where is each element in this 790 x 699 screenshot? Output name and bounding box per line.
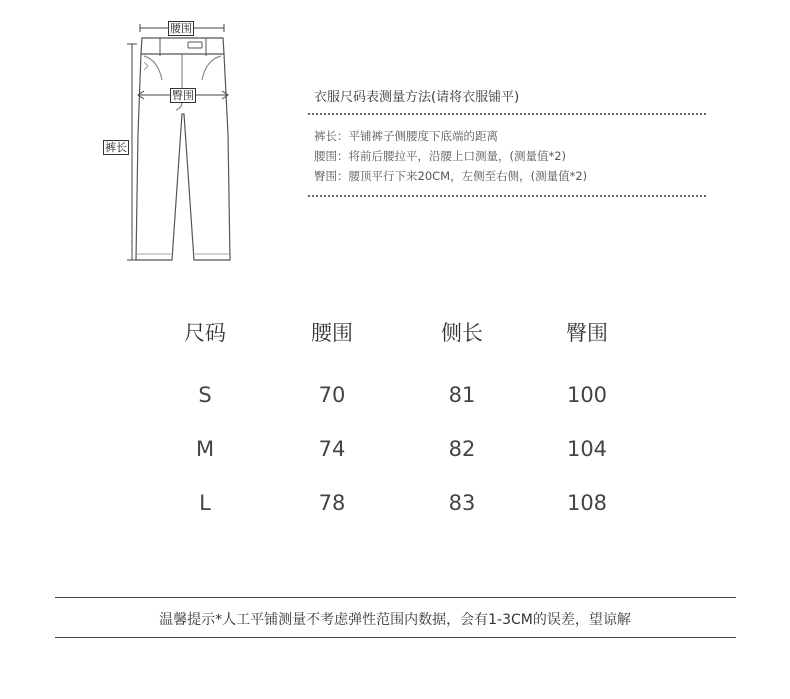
cell-size: S (198, 383, 212, 407)
length-tag: 裤长 (105, 141, 127, 154)
method-line-hip: 臀围：腰顶平行下来20CM，左侧至右侧，(测量值*2) (314, 169, 588, 183)
header-waist: 腰围 (311, 321, 353, 345)
header-hip: 臀围 (566, 321, 608, 345)
method-line-length: 裤长：平铺裤子侧腰度下底端的距离 (314, 129, 498, 143)
footer-divider-top (55, 597, 736, 598)
cell-hip: 100 (566, 383, 608, 407)
cell-side-length: 81 (448, 383, 476, 407)
dotted-divider-top (308, 113, 706, 115)
method-title: 衣服尺码表测量方法(请将衣服铺平) (314, 90, 520, 105)
cell-size: M (195, 437, 215, 461)
cell-waist: 74 (318, 437, 346, 461)
footer-notice: 温馨提示*人工平铺测量不考虑弹性范围内数据，会有1-3CM的误差，望谅解 (159, 612, 631, 628)
header-side-length: 侧长 (441, 321, 483, 345)
cell-side-length: 83 (448, 491, 476, 515)
footer-divider-bottom (55, 637, 736, 638)
cell-side-length: 82 (448, 437, 476, 461)
method-line-waist: 腰围：将前后腰拉平，沿腰上口测量，(测量值*2) (314, 149, 567, 163)
cell-hip: 104 (566, 437, 608, 461)
cell-hip: 108 (566, 491, 608, 515)
dotted-divider-bottom (308, 195, 706, 197)
cell-waist: 78 (318, 491, 346, 515)
cell-size: L (199, 491, 211, 515)
waist-tag: 腰围 (170, 22, 192, 35)
pants-diagram (100, 14, 260, 268)
cell-waist: 70 (318, 383, 346, 407)
header-size: 尺码 (184, 321, 226, 345)
hip-tag: 臀围 (172, 89, 194, 102)
